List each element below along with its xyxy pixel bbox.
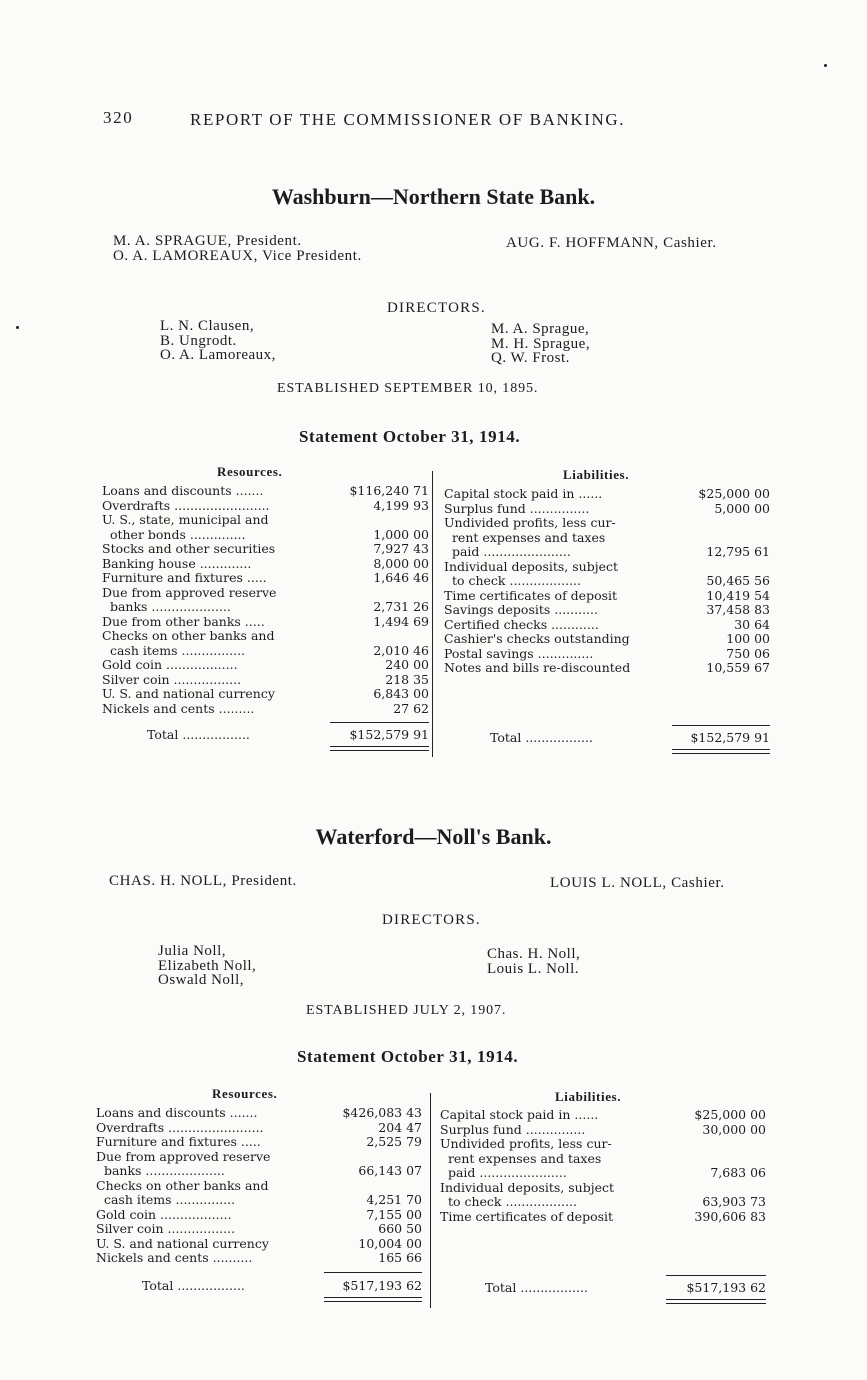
resource-row	[102, 557, 429, 572]
row-amount: 8,000 00	[373, 555, 429, 571]
row-label: Time certificates of deposit	[440, 1208, 614, 1224]
row-label: Silver coin .................	[102, 671, 242, 687]
resource-row	[102, 513, 429, 528]
row-amount: $116,240 71	[349, 483, 429, 498]
total-rule	[666, 1275, 766, 1276]
liability-row	[444, 560, 770, 575]
row-amount: 4,251 70	[366, 1192, 422, 1207]
directors-right	[487, 947, 580, 976]
liability-row	[440, 1137, 766, 1152]
liability-row	[440, 1210, 766, 1225]
row-label: cash items ................	[102, 642, 246, 658]
row-label: paid ......................	[440, 1165, 567, 1180]
liability-row	[440, 1166, 766, 1181]
resource-row	[102, 542, 429, 557]
resource-row	[96, 1208, 422, 1223]
row-label: U. S., state, municipal and	[102, 512, 269, 527]
row-label: Individual deposits, subject	[444, 558, 619, 574]
row-amount: 750 06	[726, 645, 770, 661]
row-amount: 204 47	[378, 1119, 422, 1135]
row-amount: 12,795 61	[706, 544, 770, 559]
resource-row	[96, 1121, 422, 1136]
liability-row	[444, 632, 770, 647]
row-amount: 66,143 07	[358, 1163, 422, 1178]
resource-row	[96, 1164, 422, 1179]
liability-row	[444, 661, 770, 676]
bank-title: Waterford—Noll's Bank.	[315, 824, 552, 849]
liability-row	[444, 516, 770, 531]
vice-president: O. A. LAMOREAUX, Vice President.	[113, 248, 362, 264]
resource-row	[96, 1150, 422, 1165]
cashier: AUG. F. HOFFMANN, Cashier.	[506, 235, 717, 251]
liabilities-table	[444, 487, 770, 676]
director: Q. W. Frost.	[491, 350, 570, 366]
row-amount: 1,494 69	[373, 613, 429, 629]
resource-row	[102, 644, 429, 659]
row-label: Checks on other banks and	[102, 628, 275, 643]
resource-row	[102, 528, 429, 543]
row-label: Notes and bills re-discounted	[444, 660, 631, 675]
row-label: rent expenses and taxes	[440, 1150, 602, 1166]
resources-total-label: Total .................	[147, 727, 250, 742]
directors-heading: DIRECTORS.	[382, 912, 481, 928]
liability-row	[444, 487, 770, 502]
row-label: other bonds ..............	[102, 526, 246, 542]
resource-row	[96, 1251, 422, 1266]
total-rule	[324, 1272, 422, 1273]
liability-row	[444, 647, 770, 662]
resource-row	[102, 687, 429, 702]
resource-row	[102, 600, 429, 615]
row-label: Furniture and fixtures .....	[96, 1134, 261, 1149]
resources-table	[96, 1106, 422, 1266]
row-amount: 37,458 83	[706, 602, 770, 617]
row-label: Overdrafts ........................	[102, 497, 270, 513]
row-label: Gold coin ..................	[96, 1206, 232, 1222]
total-rule	[330, 722, 429, 723]
row-label: Undivided profits, less cur-	[444, 515, 616, 530]
statement-heading: Statement October 31, 1914.	[299, 427, 521, 446]
statement-heading: Statement October 31, 1914.	[297, 1047, 519, 1066]
row-label: U. S. and national currency	[96, 1235, 269, 1251]
cashier: LOUIS L. NOLL, Cashier.	[550, 875, 725, 891]
liability-row	[440, 1123, 766, 1138]
resource-row	[102, 571, 429, 586]
row-amount: 27 62	[393, 700, 429, 716]
directors-left	[158, 944, 256, 988]
row-amount: 240 00	[385, 657, 429, 672]
liabilities-total-label: Total .................	[485, 1280, 588, 1295]
row-amount: 10,004 00	[358, 1235, 422, 1251]
resources-total: $517,193 62	[342, 1278, 422, 1293]
row-amount: 30,000 00	[702, 1121, 766, 1137]
resource-row	[96, 1135, 422, 1150]
row-label: Undivided profits, less cur-	[440, 1136, 612, 1151]
resource-row	[96, 1222, 422, 1237]
liabilities-total: $517,193 62	[686, 1280, 766, 1295]
resource-row	[102, 499, 429, 514]
row-label: Nickels and cents ..........	[96, 1250, 253, 1265]
resources-heading: Resources.	[217, 464, 283, 479]
liability-row	[440, 1181, 766, 1196]
liabilities-heading: Liabilities.	[563, 467, 630, 482]
row-amount: 63,903 73	[702, 1194, 766, 1209]
row-label: banks ....................	[102, 599, 231, 614]
row-label: cash items ...............	[96, 1192, 236, 1207]
row-amount: $25,000 00	[698, 486, 770, 501]
liabilities-total: $152,579 91	[690, 730, 770, 745]
row-amount: 6,843 00	[373, 686, 429, 701]
row-amount: 4,199 93	[373, 497, 429, 513]
established-date: ESTABLISHED SEPTEMBER 10, 1895.	[277, 381, 539, 396]
row-label: Gold coin ..................	[102, 657, 238, 672]
row-label: Surplus fund ...............	[444, 500, 590, 516]
row-label: Capital stock paid in ......	[440, 1107, 599, 1122]
director: Julia Noll,	[158, 943, 226, 959]
resource-row	[96, 1179, 422, 1194]
director: Louis L. Noll.	[487, 960, 579, 977]
row-label: Loans and discounts .......	[102, 483, 264, 498]
row-label: Time certificates of deposit	[444, 587, 618, 603]
column-divider	[430, 1093, 431, 1308]
resource-row	[102, 658, 429, 673]
president: M. A. SPRAGUE, President.	[113, 233, 302, 249]
resource-row	[102, 615, 429, 630]
double-rule	[324, 1297, 422, 1298]
row-amount: 2,731 26	[373, 599, 429, 614]
double-rule	[666, 1303, 766, 1304]
director: Oswald Noll,	[158, 972, 244, 988]
row-amount: 2,010 46	[373, 642, 429, 658]
column-divider	[432, 471, 433, 757]
row-label: Furniture and fixtures .....	[102, 570, 267, 585]
liability-row	[444, 603, 770, 618]
director: Chas. H. Noll,	[487, 946, 581, 962]
liabilities-heading: Liabilities.	[555, 1089, 622, 1104]
established-date: ESTABLISHED JULY 2, 1907.	[306, 1003, 507, 1018]
bank-title: Washburn—Northern State Bank.	[271, 184, 596, 209]
row-amount: 660 50	[378, 1221, 422, 1236]
double-rule	[330, 750, 429, 751]
resource-row	[96, 1106, 422, 1121]
director: B. Ungrodt.	[160, 332, 237, 349]
resources-total-label: Total .................	[142, 1278, 245, 1293]
row-label: Postal savings ..............	[444, 645, 594, 661]
row-label: Due from other banks .....	[102, 613, 265, 629]
row-label: Individual deposits, subject	[440, 1179, 615, 1195]
print-speck	[824, 64, 827, 67]
row-amount: 10,559 67	[706, 660, 770, 675]
director: O. A. Lamoreaux,	[160, 347, 276, 363]
liability-row	[444, 618, 770, 633]
total-rule	[672, 725, 770, 726]
director: M. H. Sprague,	[491, 335, 591, 352]
row-label: Certified checks ............	[444, 616, 599, 632]
row-label: Overdrafts ........................	[96, 1119, 264, 1135]
liabilities-total-label: Total .................	[490, 730, 593, 745]
row-label: Banking house .............	[102, 555, 252, 571]
resource-row	[102, 702, 429, 717]
liability-row	[444, 502, 770, 517]
resources-table	[102, 484, 429, 716]
running-title: REPORT OF THE COMMISSIONER OF BANKING.	[190, 110, 626, 129]
row-amount: 30 64	[734, 616, 770, 632]
row-label: Stocks and other securities	[102, 541, 276, 556]
row-amount: 165 66	[378, 1250, 422, 1265]
row-label: Loans and discounts .......	[96, 1105, 258, 1120]
director: M. A. Sprague,	[491, 321, 590, 337]
row-amount: 1,646 46	[373, 570, 429, 585]
resource-row	[96, 1193, 422, 1208]
row-label: Surplus fund ...............	[440, 1121, 586, 1137]
liability-row	[444, 531, 770, 546]
liabilities-table	[440, 1108, 766, 1224]
directors-left	[160, 319, 276, 363]
row-amount: 5,000 00	[714, 500, 770, 516]
row-amount: 7,927 43	[373, 541, 429, 556]
resources-total: $152,579 91	[349, 727, 429, 742]
row-label: U. S. and national currency	[102, 686, 275, 701]
row-amount: $25,000 00	[694, 1107, 766, 1122]
row-label: Cashier's checks outstanding	[444, 631, 630, 646]
double-rule	[666, 1299, 766, 1300]
row-label: banks ....................	[96, 1163, 225, 1178]
liability-row	[440, 1152, 766, 1167]
row-amount: 218 35	[385, 671, 429, 687]
resources-heading: Resources.	[212, 1086, 278, 1101]
double-rule	[672, 753, 770, 754]
liability-row	[444, 545, 770, 560]
row-label: to check ..................	[440, 1194, 577, 1209]
resource-row	[102, 629, 429, 644]
resource-row	[102, 673, 429, 688]
row-label: Capital stock paid in ......	[444, 486, 603, 501]
directors-right	[491, 322, 590, 366]
row-label: Silver coin .................	[96, 1221, 236, 1236]
row-label: Due from approved reserve	[102, 584, 277, 600]
row-label: paid ......................	[444, 544, 571, 559]
row-amount: 7,683 06	[710, 1165, 766, 1180]
row-label: Checks on other banks and	[96, 1177, 269, 1193]
print-speck	[16, 326, 19, 329]
page-number: 320	[103, 108, 134, 127]
row-label: to check ..................	[444, 573, 581, 588]
liability-row	[444, 574, 770, 589]
row-label: Nickels and cents .........	[102, 700, 255, 716]
resource-row	[96, 1237, 422, 1252]
resource-row	[102, 484, 429, 499]
liability-row	[440, 1195, 766, 1210]
director: L. N. Clausen,	[160, 318, 255, 334]
row-label: Savings deposits ...........	[444, 602, 598, 617]
director: Elizabeth Noll,	[158, 957, 257, 974]
resource-row	[102, 586, 429, 601]
row-amount: 7,155 00	[366, 1206, 422, 1222]
double-rule	[672, 749, 770, 750]
row-amount: 100 00	[726, 631, 770, 646]
row-label: Due from approved reserve	[96, 1148, 271, 1164]
row-amount: 1,000 00	[373, 526, 429, 542]
row-amount: 390,606 83	[694, 1208, 766, 1224]
double-rule	[324, 1301, 422, 1302]
liability-row	[444, 589, 770, 604]
liability-row	[440, 1108, 766, 1123]
president: CHAS. H. NOLL, President.	[109, 873, 297, 889]
row-amount: $426,083 43	[342, 1105, 422, 1120]
row-label: rent expenses and taxes	[444, 529, 606, 545]
directors-heading: DIRECTORS.	[387, 300, 486, 316]
row-amount: 10,419 54	[706, 587, 770, 603]
double-rule	[330, 746, 429, 747]
row-amount: 2,525 79	[366, 1134, 422, 1149]
row-amount: 50,465 56	[706, 573, 770, 588]
